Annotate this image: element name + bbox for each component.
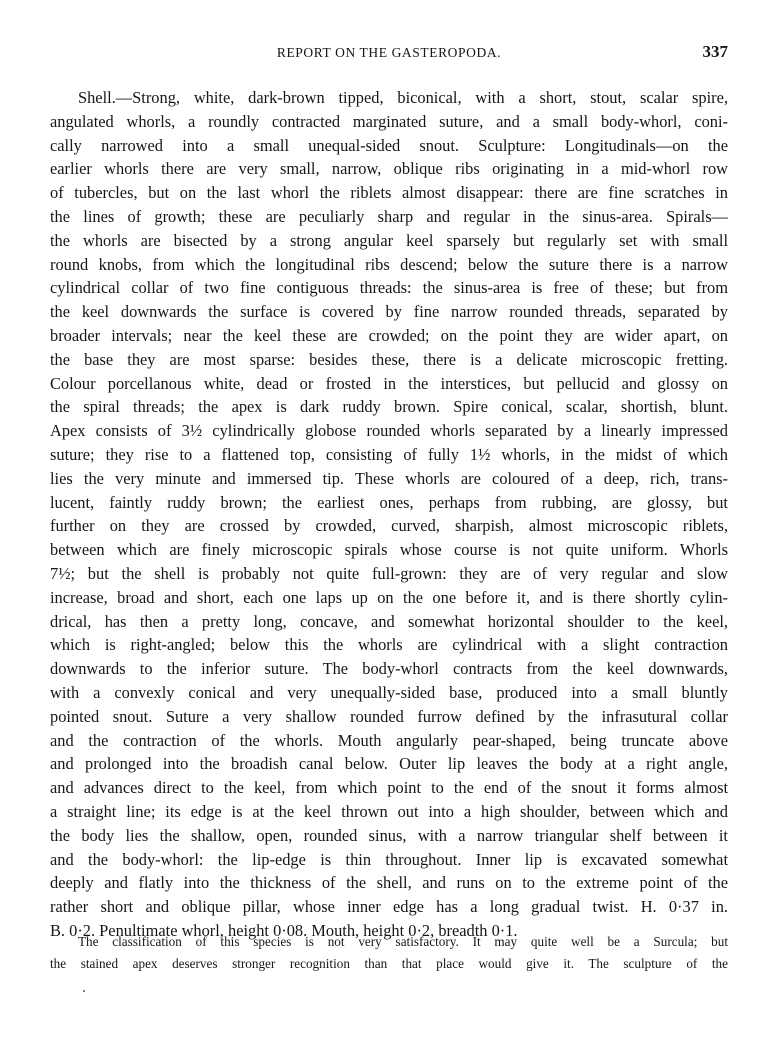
footnote-line: The classification of this species is not very satisfactory. It may quite well be a Surcula; but [78, 934, 728, 949]
text-line: angulated whorls, a roundly contracted marginated suture, and a small body-whorl, coni- [50, 111, 728, 131]
page-header [50, 42, 728, 64]
text-line: and the body-whorl: the lip-edge is thin throughout. Inner lip is excavated somewhat [50, 849, 728, 869]
running-title: REPORT ON THE GASTEROPODA. [276, 45, 502, 60]
text-line: a straight line; its edge is at the keel thrown out into a high shoulder, between which and [50, 801, 728, 821]
text-line: round knobs, from which the longitudinal ribs descend; below the suture there is a narrow [50, 254, 728, 274]
text-line: the base they are most sparse: besides these, there is a delicate microscopic fretting. [50, 349, 728, 369]
text-line: cally narrowed into a small unequal-sided snout. Sculpture: Longitudinals—on the [50, 135, 728, 155]
text-line: which is right-angled; below this the whorls are cylindrical with a slight contraction [50, 635, 728, 655]
text-line: 7½; but the shell is probably not quite full-grown: they are of very regular and slow [50, 563, 728, 583]
text-line: broader intervals; near the keel these are crowded; on the point they are wider apart, on [50, 325, 728, 345]
text-line: the spiral threads; the apex is dark ruddy brown. Spire conical, scalar, shortish, blunt. [50, 397, 728, 417]
text-line: suture; they rise to a flattened top, consisting of fully 1½ whorls, in the midst of which [50, 444, 728, 464]
text-line: Shell.—Strong, white, dark-brown tipped, biconical, with a short, stout, scalar spire, [78, 88, 728, 107]
text-line: the keel downwards the surface is covered by fine narrow rounded threads, separated by [50, 302, 728, 322]
text-line: rather short and oblique pillar, whose inner edge has a long gradual twist. H. 0·37 in. [50, 897, 728, 917]
text-line: earlier whorls there are very small, narrow, oblique ribs originating in a mid-whorl row [50, 159, 728, 179]
text-line: B. 0·2. Penultimate whorl, height 0·08. Mouth, height 0·2, breadth 0·1. [50, 920, 518, 940]
text-line: deeply and flatly into the thickness of the shell, and runs on to the extreme point of the [50, 873, 728, 893]
text-line: pointed snout. Suture a very shallow rounded furrow defined by the infrasutural collar [50, 706, 728, 726]
page-number: 337 [702, 42, 728, 61]
footnote-line: the stained apex deserves stronger recognition than that place would give it. The sculpture of the [50, 956, 728, 971]
species-description [50, 86, 728, 943]
text-line: and prolonged into the broadish canal below. Outer lip leaves the body at a right angle, [50, 754, 728, 774]
text-line: between which are finely microscopic spirals whose course is not quite uniform. Whorls [50, 540, 728, 560]
text-line: the lines of growth; these are peculiarly sharp and regular in the sinus-area. Spirals— [50, 206, 728, 226]
text-line: further on they are crossed by crowded, curved, sharpish, almost microscopic riblets, [50, 516, 728, 536]
text-line: the body lies the shallow, open, rounded sinus, with a narrow triangular shelf between it [50, 825, 728, 845]
text-line: with a convexly conical and very unequally-sided base, produced into a small bluntly [50, 682, 728, 702]
text-line: downwards to the inferior suture. The body-whorl contracts from the keel downwards, [50, 659, 728, 679]
text-line: cylindrical collar of two fine contiguous threads: the sinus-area is free of these; but from [50, 278, 728, 298]
text-line: of tubercles, but on the last whorl the riblets almost disappear: there are fine scratches in [50, 183, 728, 203]
print-speck [83, 990, 85, 992]
text-line: lucent, faintly ruddy brown; the earliest ones, perhaps from rubbing, are glossy, but [50, 492, 728, 512]
footnote [50, 931, 728, 975]
text-line: Apex consists of 3½ cylindrically globose rounded whorls separated by a linearly impressed [50, 421, 728, 441]
text-line: lies the very minute and immersed tip. These whorls are coloured of a deep, rich, trans- [50, 468, 728, 488]
text-line: drical, has then a pretty long, concave, and somewhat horizontal shoulder to the keel, [50, 611, 728, 631]
text-line: and advances direct to the keel, from which point to the end of the snout it forms almost [50, 778, 728, 798]
text-line: the whorls are bisected by a strong angular keel sparsely but regularly set with small [50, 230, 728, 250]
text-line: and the contraction of the whorls. Mouth angularly pear-shaped, being truncate above [50, 730, 728, 750]
text-line: increase, broad and short, each one laps up on the one before it, and is there shortly cylin- [50, 587, 728, 607]
text-line: Colour porcellanous white, dead or frosted in the interstices, but pellucid and glossy on [50, 373, 728, 393]
